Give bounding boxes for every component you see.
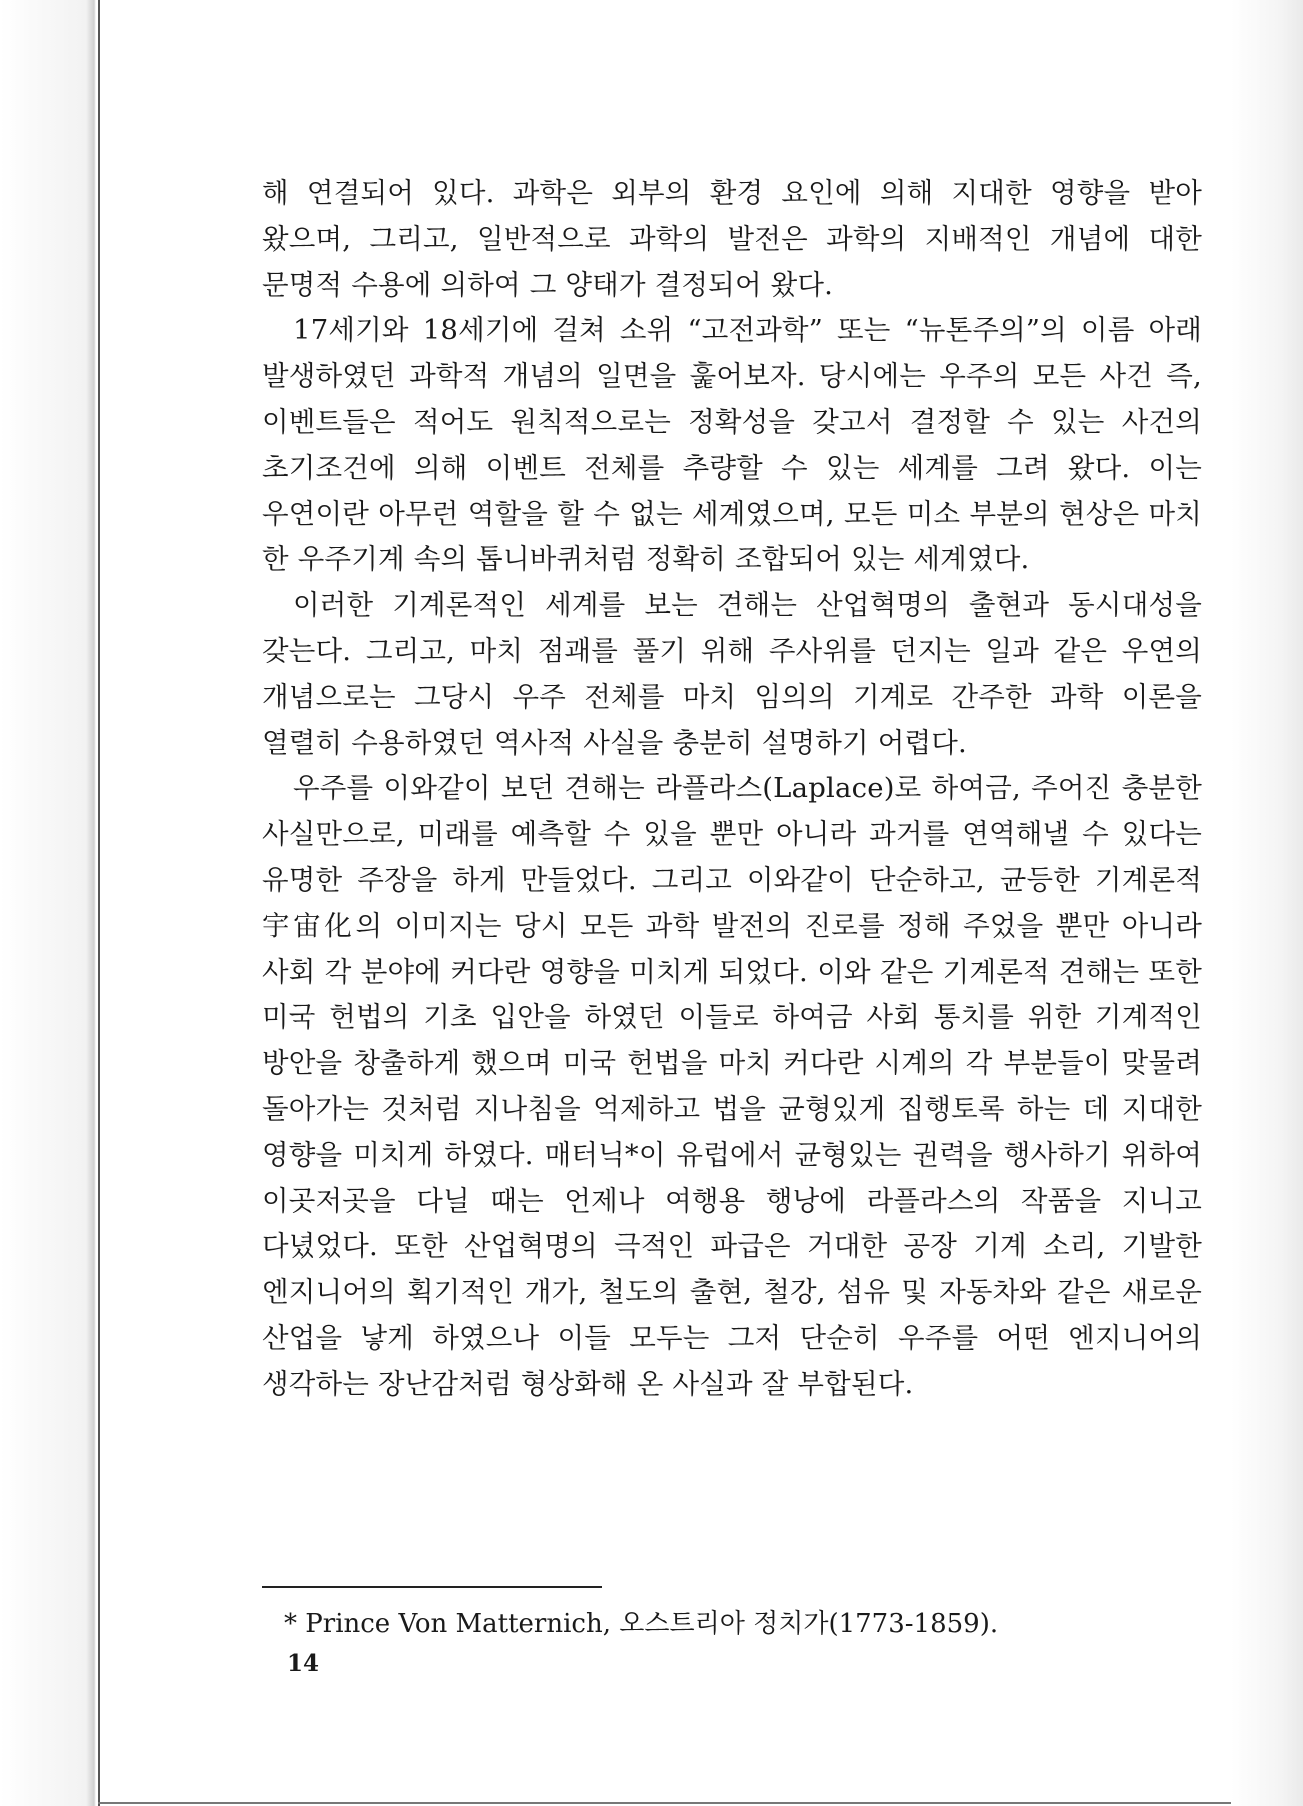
paragraph-1: 해 연결되어 있다. 과학은 외부의 환경 요인에 의해 지대한 영향을 받아 왔으며, 그리고, 일반적으로 과학의 발전은 과학의 지배적인 개념에 대한 문명적 수용에 의하여 그 양태가 결정되어 왔다. <box>262 177 1202 301</box>
page-left-border <box>98 0 100 1806</box>
paragraph-3: 이러한 기계론적인 세계를 보는 견해는 산업혁명의 출현과 동시대성을 갖는다. 그리고, 마치 점괘를 풀기 위해 주사위를 던지는 일과 같은 우연의 개념으로는 그당시 우주 전체를 마치 임의의 기계로 간주한 과학 이론을 열렬히 수용하였던 역사적 사실을 충분히 설명하기 어렵다. <box>262 589 1202 759</box>
page-left-shadow <box>0 0 96 1806</box>
paragraph-4: 우주를 이와같이 보던 견해는 라플라스(Laplace)로 하여금, 주어진 충분한 사실만으로, 미래를 예측할 수 있을 뿐만 아니라 과거를 연역해낼 수 있다는 유명한 주장을 하게 만들었다. 그리고 이와같이 단순하고, 균등한 기계론적 宇宙化의 이미지는 당시 모든 과학 발전의 진로를 정해 주었을 뿐만 아니라 사회 각 분야에 커다란 영향을 미치게 되었다. 이와 같은 기계론적 견해는 또한 미국 헌법의 기초 입안을 하였던 이들로 하여금 사회 통치를 위한 기계적인 방안을 창출하게 했으며 미국 헌법을 마치 커다란 시계의 각 부분들이 맞물려 돌아가는 것처럼 지나침을 억제하고 법을 균형있게 집행토록 하는 데 지대한 영향을 미치게 하였다. 매터닉*이 유럽에서 균형있는 권력을 행사하기 위하여 이곳저곳을 다닐 때는 언제나 여행용 행낭에 라플라스의 작품을 지니고 다녔었다. 또한 산업혁명의 극적인 파급은 거대한 공장 기계 소리, 기발한 엔지니어의 획기적인 개가, 철도의 출현, 철강, 섬유 및 자동차와 같은 새로운 산업을 낳게 하였으나 이들 모두는 그저 단순히 우주를 어떤 엔지니어의 생각하는 장난감처럼 형상화해 온 사실과 잘 부합된다. <box>262 772 1202 1400</box>
footnote-divider <box>262 1586 602 1588</box>
page-right-shadow <box>1231 0 1303 1806</box>
footnote: * Prince Von Matternich, 오스트리아 정치가(1773-1859). <box>284 1609 999 1639</box>
page-number: 14 <box>287 1650 320 1677</box>
page-bottom-border <box>98 1802 1231 1804</box>
body-text <box>262 171 1202 1408</box>
paragraph-2: 17세기와 18세기에 걸쳐 소위 “고전과학” 또는 “뉴톤주의”의 이름 아래 발생하였던 과학적 개념의 일면을 훑어보자. 당시에는 우주의 모든 사건 즉, 이벤트들은 적어도 원칙적으로는 정확성을 갖고서 결정할 수 있는 사건의 초기조건에 의해 이벤트 전체를 추량할 수 있는 세계를 그려 왔다. 이는 우연이란 아무런 역할을 할 수 없는 세계였으며, 모든 미소 부분의 현상은 마치 한 우주기계 속의 톱니바퀴처럼 정확히 조합되어 있는 세계였다. <box>262 314 1202 576</box>
